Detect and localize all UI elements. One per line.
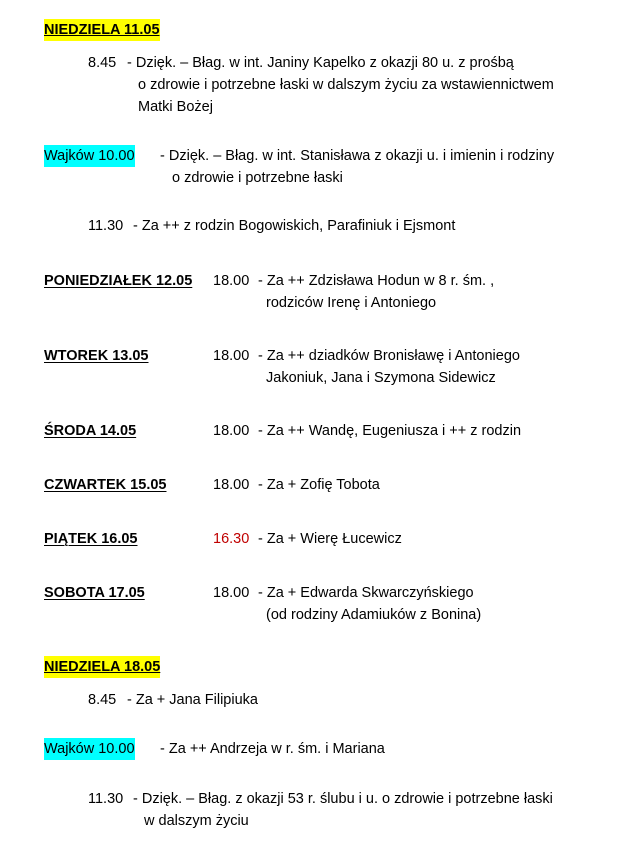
intention-line: - Za ++ dziadków Bronisławę i Antoniego xyxy=(258,348,520,364)
intention-line: o zdrowie i potrzebne łaski xyxy=(172,170,343,186)
intention-line: - Za ++ z rodzin Bogowiskich, Parafiniuk i Ejsmont xyxy=(133,218,456,234)
intention-line: - Dzięk. – Błag. w int. Stanisława z okazji u. i imienin i rodziny xyxy=(156,148,555,164)
intention-line: - Za + Jana Filipiuka xyxy=(127,692,258,708)
intention-line: - Za + Zofię Tobota xyxy=(258,477,380,493)
mass-time: 11.30 xyxy=(88,218,124,234)
mass-time: 8.45 xyxy=(88,692,117,708)
mass-time: 18.00 xyxy=(213,348,250,364)
mass-time: 18.00 xyxy=(213,423,250,439)
sunday-header: NIEDZIELA 11.05 xyxy=(44,19,160,41)
intention-line: - Dzięk. – Błag. z okazji 53 r. ślubu i u. o zdrowie i potrzebne łaski xyxy=(133,791,553,807)
day-label: SOBOTA 17.05 xyxy=(44,585,145,601)
weekday-row xyxy=(44,528,212,550)
mass-time: 8.45 xyxy=(88,55,117,71)
wajkow-label: Wajków 10.00 xyxy=(44,738,135,760)
intention-line: - Za ++ Zdzisława Hodun w 8 r. śm. , xyxy=(258,273,495,289)
wajkow-label: Wajków 10.00 xyxy=(44,145,135,167)
day-label: ŚRODA 14.05 xyxy=(44,423,137,439)
weekday-row xyxy=(44,420,212,442)
mass-time: 18.00 xyxy=(213,273,250,289)
intention-line: - Dzięk. – Błag. w int. Janiny Kapelko z okazji 80 u. z prośbą xyxy=(127,55,514,71)
weekday-row xyxy=(44,582,212,604)
day-label: PIĄTEK 16.05 xyxy=(44,531,138,547)
day-label: WTOREK 13.05 xyxy=(44,348,149,364)
intention-line: - Za + Edwarda Skwarczyńskiego xyxy=(258,585,474,601)
day-label: CZWARTEK 15.05 xyxy=(44,477,167,493)
intention-line: rodziców Irenę i Antoniego xyxy=(266,295,437,311)
weekday-row xyxy=(44,345,212,367)
intention-line: w dalszym życiu xyxy=(144,813,249,829)
intention-line: Matki Bożej xyxy=(138,99,213,115)
intention-line: - Za ++ Andrzeja w r. śm. i Mariana xyxy=(156,741,385,757)
intention-line: (od rodziny Adamiuków z Bonina) xyxy=(266,607,482,623)
mass-time: 18.00 xyxy=(213,477,250,493)
sunday-header: NIEDZIELA 18.05 xyxy=(44,656,160,678)
intention-line: - Za ++ Wandę, Eugeniusza i ++ z rodzin xyxy=(258,423,522,439)
day-label: PONIEDZIAŁEK 12.05 xyxy=(44,273,193,289)
intention-line: Jakoniuk, Jana i Szymona Sidewicz xyxy=(266,370,496,386)
intention-line: - Za + Wierę Łucewicz xyxy=(258,531,402,547)
mass-time: 11.30 xyxy=(88,791,124,807)
mass-time: 16.30 xyxy=(213,531,250,547)
intention-line: o zdrowie i potrzebne łaski w dalszym życiu za wstawiennictwem xyxy=(138,77,554,93)
weekday-row xyxy=(44,474,212,496)
weekday-row xyxy=(44,270,212,292)
mass-time: 18.00 xyxy=(213,585,250,601)
